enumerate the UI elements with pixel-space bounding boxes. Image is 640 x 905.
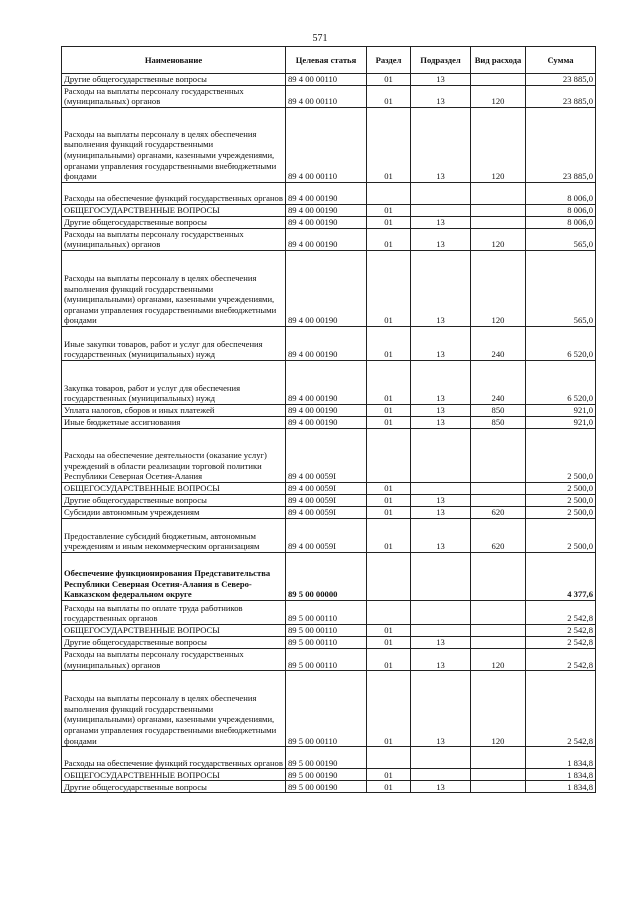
row-name: Расходы на выплаты персоналу государственных (муниципальных) органов	[62, 85, 286, 107]
table-row	[62, 204, 596, 216]
row-subsection: 13	[411, 781, 471, 793]
row-name: Другие общегосударственные вопросы	[62, 216, 286, 228]
table-row	[62, 182, 596, 204]
row-name: Обеспечение функционирования Представительства Республики Северная Осетия-Алания в Северо-Кавказском федеральном округе	[62, 552, 286, 600]
col-header-target: Целевая статья	[286, 47, 367, 74]
row-subsection	[411, 552, 471, 600]
row-target-code: 89 5 00 00110	[286, 671, 367, 747]
row-subsection: 13	[411, 326, 471, 360]
row-sum: 921,0	[526, 416, 596, 428]
row-name: Иные закупки товаров, работ и услуг для обеспечения государственных (муниципальных) нужд	[62, 326, 286, 360]
row-expense-type	[471, 204, 526, 216]
row-section: 01	[367, 216, 411, 228]
row-expense-type: 240	[471, 326, 526, 360]
row-expense-type: 620	[471, 506, 526, 518]
row-target-code: 89 4 00 00190	[286, 216, 367, 228]
row-subsection	[411, 182, 471, 204]
row-sum: 2 500,0	[526, 428, 596, 482]
row-expense-type	[471, 482, 526, 494]
table-row	[62, 600, 596, 624]
row-expense-type: 850	[471, 416, 526, 428]
row-expense-type	[471, 781, 526, 793]
row-sum: 23 885,0	[526, 74, 596, 86]
row-sum: 2 542,8	[526, 636, 596, 648]
row-subsection: 13	[411, 360, 471, 404]
table-row	[62, 404, 596, 416]
row-sum: 1 834,8	[526, 747, 596, 769]
row-subsection: 13	[411, 250, 471, 326]
row-name: Расходы на выплаты персоналу государственных (муниципальных) органов	[62, 228, 286, 250]
row-expense-type	[471, 552, 526, 600]
row-expense-type: 240	[471, 360, 526, 404]
row-sum: 1 834,8	[526, 781, 596, 793]
row-sum: 4 377,6	[526, 552, 596, 600]
row-subsection: 13	[411, 74, 471, 86]
row-target-code: 89 4 00 0059I	[286, 428, 367, 482]
table-row	[62, 107, 596, 182]
row-name: Расходы на выплаты по оплате труда работников государственных органов	[62, 600, 286, 624]
row-target-code: 89 5 00 00190	[286, 747, 367, 769]
row-section: 01	[367, 624, 411, 636]
row-target-code: 89 5 00 00110	[286, 648, 367, 670]
row-target-code: 89 4 00 0059I	[286, 506, 367, 518]
page-number: 571	[312, 33, 328, 44]
row-target-code: 89 4 00 00190	[286, 404, 367, 416]
row-section: 01	[367, 404, 411, 416]
table-row	[62, 428, 596, 482]
row-name: Другие общегосударственные вопросы	[62, 636, 286, 648]
table-row	[62, 648, 596, 670]
row-name: Расходы на обеспечение функций государственных органов	[62, 182, 286, 204]
row-subsection: 13	[411, 636, 471, 648]
row-name: Закупка товаров, работ и услуг для обеспечения государственных (муниципальных) нужд	[62, 360, 286, 404]
row-target-code: 89 4 00 00190	[286, 228, 367, 250]
row-sum: 2 542,8	[526, 624, 596, 636]
row-target-code: 89 4 00 00190	[286, 416, 367, 428]
row-name: Расходы на выплаты персоналу в целях обеспечения выполнения функций государственными (муниципальными) органами, казенными учреждениями, органами управления государственными внебюджетными фондами	[62, 107, 286, 182]
row-subsection: 13	[411, 518, 471, 552]
row-sum: 1 834,8	[526, 769, 596, 781]
row-section: 01	[367, 360, 411, 404]
row-expense-type	[471, 636, 526, 648]
table-row	[62, 326, 596, 360]
col-header-section: Раздел	[367, 47, 411, 74]
row-sum: 565,0	[526, 250, 596, 326]
row-sum: 6 520,0	[526, 326, 596, 360]
row-expense-type	[471, 747, 526, 769]
row-subsection: 13	[411, 648, 471, 670]
row-expense-type: 120	[471, 85, 526, 107]
row-section: 01	[367, 416, 411, 428]
row-expense-type	[471, 769, 526, 781]
table-row	[62, 518, 596, 552]
col-header-subsection: Подраздел	[411, 47, 471, 74]
row-sum: 2 500,0	[526, 506, 596, 518]
row-expense-type	[471, 494, 526, 506]
table-row	[62, 250, 596, 326]
row-name: Расходы на обеспечение функций государственных органов	[62, 747, 286, 769]
table-row	[62, 781, 596, 793]
row-name: Другие общегосударственные вопросы	[62, 494, 286, 506]
row-subsection	[411, 769, 471, 781]
row-expense-type: 120	[471, 648, 526, 670]
row-subsection: 13	[411, 228, 471, 250]
table-header-row	[62, 47, 596, 74]
row-target-code: 89 4 00 0059I	[286, 482, 367, 494]
row-section	[367, 747, 411, 769]
row-section: 01	[367, 648, 411, 670]
row-target-code: 89 4 00 00110	[286, 74, 367, 86]
row-section	[367, 552, 411, 600]
row-target-code: 89 5 00 00110	[286, 624, 367, 636]
row-subsection	[411, 747, 471, 769]
row-subsection: 13	[411, 216, 471, 228]
row-name: ОБЩЕГОСУДАРСТВЕННЫЕ ВОПРОСЫ	[62, 482, 286, 494]
row-sum: 23 885,0	[526, 85, 596, 107]
row-subsection: 13	[411, 85, 471, 107]
row-sum: 8 006,0	[526, 204, 596, 216]
row-expense-type: 120	[471, 107, 526, 182]
row-section: 01	[367, 85, 411, 107]
row-target-code: 89 4 00 00190	[286, 360, 367, 404]
row-expense-type	[471, 624, 526, 636]
table-row	[62, 671, 596, 747]
row-name: Расходы на выплаты персоналу государственных (муниципальных) органов	[62, 648, 286, 670]
row-expense-type: 120	[471, 250, 526, 326]
row-section: 01	[367, 769, 411, 781]
table-row	[62, 228, 596, 250]
row-name: ОБЩЕГОСУДАРСТВЕННЫЕ ВОПРОСЫ	[62, 624, 286, 636]
table-row	[62, 360, 596, 404]
table-row	[62, 85, 596, 107]
row-name: Расходы на выплаты персоналу в целях обеспечения выполнения функций государственными (муниципальными) органами, казенными учреждениями, органами управления государственными внебюджетными фондами	[62, 671, 286, 747]
row-name: Предоставление субсидий бюджетным, автономным учреждениям и иным некоммерческим организациям	[62, 518, 286, 552]
table-row	[62, 624, 596, 636]
row-expense-type: 120	[471, 671, 526, 747]
row-section	[367, 600, 411, 624]
row-name: Расходы на выплаты персоналу в целях обеспечения выполнения функций государственными (муниципальными) органами, казенными учреждениями, органами управления государственными внебюджетными фондами	[62, 250, 286, 326]
row-section: 01	[367, 228, 411, 250]
table-row	[62, 482, 596, 494]
row-subsection	[411, 204, 471, 216]
row-sum: 921,0	[526, 404, 596, 416]
table-row	[62, 636, 596, 648]
row-target-code: 89 5 00 00110	[286, 636, 367, 648]
row-target-code: 89 4 00 00190	[286, 250, 367, 326]
row-section: 01	[367, 482, 411, 494]
row-section: 01	[367, 518, 411, 552]
col-header-name: Наименование	[62, 47, 286, 74]
row-sum: 8 006,0	[526, 182, 596, 204]
table-row	[62, 552, 596, 600]
table-row	[62, 74, 596, 86]
row-sum: 2 500,0	[526, 482, 596, 494]
table-row	[62, 506, 596, 518]
row-sum: 2 542,8	[526, 671, 596, 747]
row-subsection	[411, 624, 471, 636]
row-subsection: 13	[411, 494, 471, 506]
row-section	[367, 428, 411, 482]
row-section: 01	[367, 494, 411, 506]
row-expense-type	[471, 216, 526, 228]
table-row	[62, 494, 596, 506]
row-expense-type	[471, 600, 526, 624]
row-expense-type	[471, 428, 526, 482]
row-target-code: 89 5 00 00000	[286, 552, 367, 600]
row-sum: 2 500,0	[526, 494, 596, 506]
row-name: ОБЩЕГОСУДАРСТВЕННЫЕ ВОПРОСЫ	[62, 769, 286, 781]
row-subsection	[411, 428, 471, 482]
table-row	[62, 747, 596, 769]
row-section: 01	[367, 671, 411, 747]
row-section	[367, 182, 411, 204]
row-sum: 565,0	[526, 228, 596, 250]
row-target-code: 89 4 00 00190	[286, 204, 367, 216]
row-target-code: 89 5 00 00190	[286, 769, 367, 781]
row-section: 01	[367, 107, 411, 182]
row-expense-type: 120	[471, 228, 526, 250]
row-expense-type: 620	[471, 518, 526, 552]
row-section: 01	[367, 506, 411, 518]
row-name: Уплата налогов, сборов и иных платежей	[62, 404, 286, 416]
row-target-code: 89 4 00 00110	[286, 85, 367, 107]
row-target-code: 89 5 00 00110	[286, 600, 367, 624]
row-subsection: 13	[411, 107, 471, 182]
row-target-code: 89 4 00 00190	[286, 326, 367, 360]
row-expense-type	[471, 74, 526, 86]
row-section: 01	[367, 636, 411, 648]
row-target-code: 89 5 00 00190	[286, 781, 367, 793]
row-name: Другие общегосударственные вопросы	[62, 781, 286, 793]
row-sum: 6 520,0	[526, 360, 596, 404]
row-target-code: 89 4 00 00110	[286, 107, 367, 182]
row-sum: 2 542,8	[526, 600, 596, 624]
col-header-expense-type: Вид расхода	[471, 47, 526, 74]
row-section: 01	[367, 326, 411, 360]
row-section: 01	[367, 250, 411, 326]
row-name: Расходы на обеспечение деятельности (оказание услуг) учреждений в области реализации торговой политики Республики Северная Осетия-Алания	[62, 428, 286, 482]
row-target-code: 89 4 00 0059I	[286, 494, 367, 506]
row-subsection: 13	[411, 506, 471, 518]
row-subsection: 13	[411, 404, 471, 416]
row-expense-type: 850	[471, 404, 526, 416]
row-section: 01	[367, 204, 411, 216]
row-subsection: 13	[411, 671, 471, 747]
budget-table	[61, 46, 596, 793]
row-target-code: 89 4 00 0059I	[286, 518, 367, 552]
row-sum: 2 500,0	[526, 518, 596, 552]
row-target-code: 89 4 00 00190	[286, 182, 367, 204]
table-row	[62, 216, 596, 228]
row-name: Другие общегосударственные вопросы	[62, 74, 286, 86]
row-section: 01	[367, 74, 411, 86]
row-name: ОБЩЕГОСУДАРСТВЕННЫЕ ВОПРОСЫ	[62, 204, 286, 216]
row-expense-type	[471, 182, 526, 204]
col-header-sum: Сумма	[526, 47, 596, 74]
row-name: Субсидии автономным учреждениям	[62, 506, 286, 518]
row-subsection	[411, 600, 471, 624]
row-sum: 2 542,8	[526, 648, 596, 670]
row-section: 01	[367, 781, 411, 793]
row-sum: 23 885,0	[526, 107, 596, 182]
row-subsection: 13	[411, 416, 471, 428]
table-row	[62, 416, 596, 428]
row-subsection	[411, 482, 471, 494]
table-row	[62, 769, 596, 781]
row-sum: 8 006,0	[526, 216, 596, 228]
row-name: Иные бюджетные ассигнования	[62, 416, 286, 428]
